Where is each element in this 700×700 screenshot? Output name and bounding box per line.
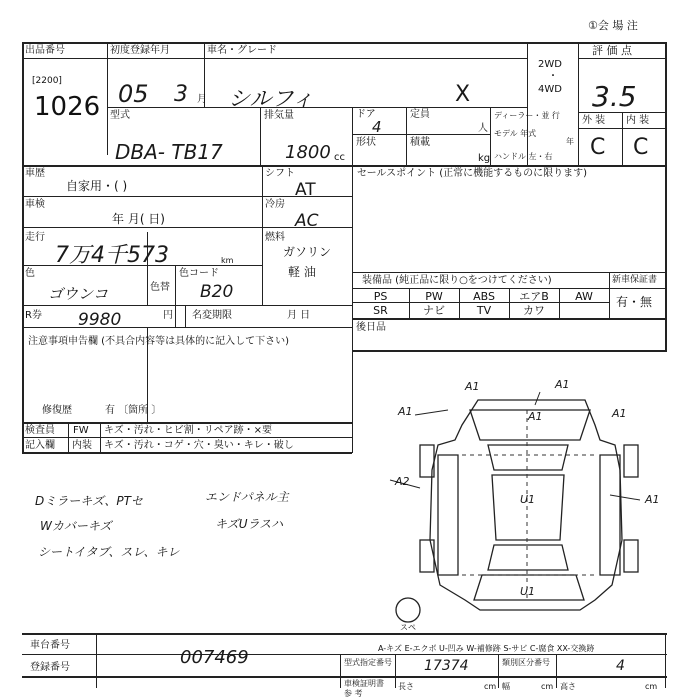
mark-6: A2 bbox=[395, 475, 410, 488]
warranty-label: 新車保証書 bbox=[612, 275, 658, 285]
drive-4wd: 4WD bbox=[538, 84, 562, 95]
height-unit: cm bbox=[645, 682, 658, 691]
category-label: 類別区分番号 bbox=[502, 658, 550, 667]
category-value: 4 bbox=[616, 658, 625, 674]
fuel-label: 燃料 bbox=[265, 232, 285, 243]
color-code-value: B20 bbox=[200, 282, 234, 302]
fw-items: キズ・汚れ・ヒビ割・リペア跡・×要 bbox=[104, 425, 272, 436]
notes-label: 注意事項申告欄 (不具合内容等は具体的に記入して下さい) bbox=[28, 336, 289, 347]
drive-dot: ・ bbox=[548, 71, 558, 82]
note-line-5: キズUラスハ bbox=[215, 517, 284, 531]
ac-label: 冷房 bbox=[265, 199, 285, 210]
inspection-value: 年 月( 日) bbox=[112, 212, 165, 226]
recycle-value: 9980 bbox=[78, 310, 122, 330]
venue-fragment: ①会 場 注 bbox=[588, 19, 638, 32]
ref-label: 参 考 bbox=[344, 689, 363, 698]
first-reg-label: 初度登録年月 bbox=[110, 45, 170, 56]
displacement-label: 排気量 bbox=[264, 110, 294, 121]
note-line-3: シートイタブ、スレ、キレ bbox=[38, 545, 180, 559]
mark-1: A1 bbox=[465, 380, 480, 393]
equip-leather: カワ bbox=[523, 304, 545, 317]
cert-label: 車検証明書 bbox=[344, 679, 384, 688]
interior-items: キズ・汚れ・コゲ・穴・臭い・キレ・破し bbox=[104, 440, 294, 451]
model-year-unit: 年 bbox=[566, 137, 574, 146]
interior-label: 内 装 bbox=[626, 115, 650, 126]
mark-4: A1 bbox=[528, 410, 543, 423]
drive-2wd: 2WD bbox=[538, 59, 562, 70]
model-year-label: モデル 年式 bbox=[494, 129, 537, 138]
eval-score: 3.5 bbox=[592, 80, 637, 113]
fw-label: FW bbox=[73, 425, 89, 436]
type-label: 型式指定番号 bbox=[344, 658, 392, 667]
mileage-label: 走行 bbox=[25, 232, 45, 243]
type-value: 17374 bbox=[424, 658, 469, 674]
dealer-label: ディーラー・並 行 bbox=[494, 111, 560, 120]
equip-abs: ABS bbox=[473, 290, 495, 303]
first-reg-month: 3 bbox=[174, 82, 188, 107]
mark-9: U1 bbox=[520, 585, 536, 598]
mark-7: U1 bbox=[520, 493, 536, 506]
mark-8: A1 bbox=[645, 493, 660, 506]
mark-spare: スペ bbox=[400, 623, 416, 632]
first-reg-year: 05 bbox=[118, 80, 149, 108]
equipment-label: 装備品 (純正品に限り○をつけてください) bbox=[362, 275, 552, 286]
width-label: 幅 bbox=[502, 682, 510, 691]
equip-pw: PW bbox=[425, 290, 443, 303]
inspector-label: 検査員 bbox=[25, 425, 55, 436]
color-label: 色 bbox=[25, 268, 35, 279]
height-label: 高さ bbox=[560, 682, 576, 691]
fuel-gas: ガソリン bbox=[283, 245, 332, 259]
ac-value: AC bbox=[295, 211, 319, 231]
door-value: 4 bbox=[372, 118, 382, 136]
damage-legend: A-キズ E-エクボ U-凹み W-補修跡 S-サビ C-腐食 XX-交換跡 bbox=[378, 644, 595, 653]
equip-airbag: エアB bbox=[519, 290, 549, 303]
warranty-value: 有・無 bbox=[616, 295, 653, 309]
fuel-diesel: 軽 油 bbox=[288, 265, 316, 279]
chassis-value: 007469 bbox=[180, 647, 249, 668]
capacity-unit: 人 bbox=[478, 123, 488, 134]
lot-number-label: 出品番号 bbox=[25, 45, 65, 56]
load-label: 積載 bbox=[410, 137, 430, 148]
length-label: 長さ bbox=[398, 682, 414, 691]
lot-number: 1026 bbox=[34, 92, 101, 122]
history-value: 自家用・( ) bbox=[66, 179, 128, 193]
equip-sr: SR bbox=[373, 304, 388, 317]
first-reg-month-unit: 月 bbox=[197, 94, 207, 105]
width-unit: cm bbox=[541, 682, 554, 691]
notes-interior-label: 内装 bbox=[72, 440, 92, 451]
model-label: 型式 bbox=[110, 110, 130, 121]
length-unit: cm bbox=[484, 682, 497, 691]
handle-label: ハンドル 左・右 bbox=[494, 152, 553, 161]
mark-2: A1 bbox=[555, 378, 570, 391]
exterior-label: 外 装 bbox=[582, 115, 606, 126]
reg-label: 登録番号 bbox=[30, 662, 70, 673]
name-change-value: 月 日 bbox=[287, 310, 311, 321]
color-code-label: 色コード bbox=[179, 268, 219, 279]
lot-number-small: [2200] bbox=[32, 76, 62, 86]
mark-5: A1 bbox=[612, 407, 627, 420]
eval-label: 評 価 点 bbox=[592, 44, 632, 57]
equip-ps: PS bbox=[373, 290, 388, 303]
interior-grade: C bbox=[633, 135, 649, 160]
shape-label: 形状 bbox=[356, 137, 376, 148]
car-name: シルフィ bbox=[228, 87, 314, 112]
mileage-value: 7万4千573 bbox=[55, 243, 169, 268]
chassis-label: 車台番号 bbox=[30, 640, 70, 651]
model-value: DBA- TB17 bbox=[115, 140, 223, 164]
color-change-label: 色替 bbox=[150, 282, 170, 293]
selling-label: セールスポイント (正常に機能するものに限ります) bbox=[357, 168, 588, 179]
note-line-4: エンドパネル主 bbox=[205, 490, 289, 504]
repair-value: 有 〔箇所 〕 bbox=[105, 405, 162, 416]
repair-label: 修復歴 bbox=[42, 405, 72, 416]
postday-label: 後日品 bbox=[356, 322, 386, 333]
door-label: ドア bbox=[356, 109, 376, 120]
displacement-unit: cc bbox=[334, 152, 345, 163]
load-unit: kg bbox=[478, 153, 491, 164]
note-line-1: Dミラーキズ、PTセ bbox=[35, 494, 143, 508]
inspection-label: 車検 bbox=[25, 199, 45, 210]
note-line-2: Wカバーキズ bbox=[40, 519, 112, 533]
shift-label: シフト bbox=[265, 168, 295, 179]
mark-3: A1 bbox=[398, 405, 413, 418]
equip-navi: ナビ bbox=[423, 304, 445, 317]
equip-tv: TV bbox=[476, 304, 492, 317]
displacement-value: 1800 bbox=[285, 142, 331, 163]
recycle-unit: 円 bbox=[163, 310, 173, 321]
history-label: 車歴 bbox=[25, 168, 45, 179]
capacity-label: 定員 bbox=[410, 109, 430, 120]
mileage-unit: km bbox=[221, 256, 234, 265]
name-grade-label: 車名・グレード bbox=[207, 45, 277, 56]
color-value: ゴウンコ bbox=[48, 285, 109, 303]
name-change-label: 名変期限 bbox=[192, 310, 232, 321]
exterior-grade: C bbox=[590, 135, 606, 160]
grade: X bbox=[455, 82, 471, 107]
equip-aw: AW bbox=[575, 290, 593, 303]
shift-value: AT bbox=[295, 180, 316, 200]
recycle-label: R券 bbox=[25, 310, 42, 321]
entry-label: 記入欄 bbox=[25, 440, 55, 451]
